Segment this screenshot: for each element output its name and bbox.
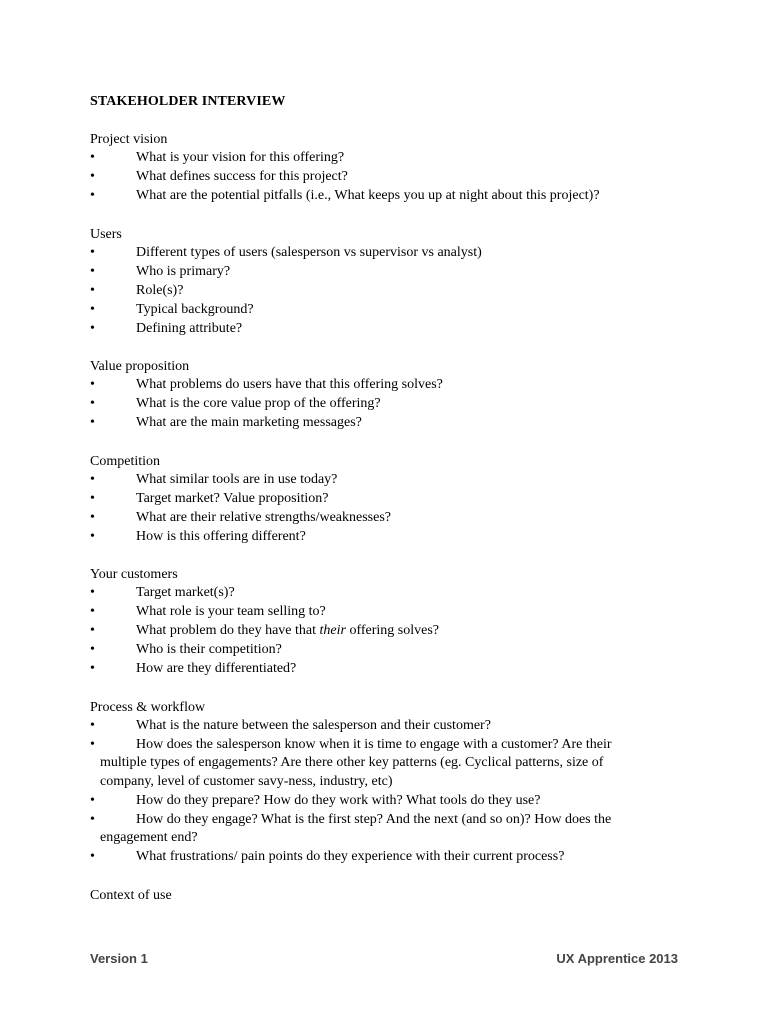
question-list: [90, 149, 650, 206]
bullet-icon: •: [90, 792, 95, 808]
question-item: [90, 811, 650, 848]
question-text: Target market? Value proposition?: [136, 490, 329, 506]
question-item: [90, 149, 650, 168]
sections-container: [90, 130, 650, 905]
question-list: [90, 584, 650, 679]
bullet-icon: •: [90, 849, 95, 864]
question-text: Typical background?: [136, 301, 254, 317]
section-heading: Project vision: [90, 132, 168, 147]
bullet-icon: •: [90, 320, 95, 336]
question-text-part: What problem do they have that: [136, 623, 320, 638]
question-list: [90, 471, 650, 547]
question-text: Who is primary?: [136, 263, 231, 279]
question-text: What is the core value prop of the offering?: [136, 396, 381, 411]
footer-credit: UX Apprentice 2013: [556, 951, 678, 966]
question-text: How does the salesperson know when it is time to engage with a customer? Are their multiple types of engagements? Are there other key patterns (eg. Cyclical patterns, size of company, level of customer savy-ness, industry, etc): [100, 736, 612, 789]
footer-version: Version 1: [90, 951, 148, 966]
question-item: [90, 282, 650, 301]
section-heading: Process & workflow: [90, 699, 206, 715]
bullet-icon: •: [90, 509, 95, 525]
question-text: What frustrations/ pain points do they experience with their current process?: [136, 849, 565, 864]
bullet-icon: •: [90, 188, 95, 203]
section: [90, 130, 650, 206]
document-title: STAKEHOLDER INTERVIEW: [90, 94, 286, 109]
question-item: [90, 320, 650, 339]
question-text: What is your vision for this offering?: [136, 150, 345, 165]
question-item: [90, 244, 650, 263]
question-text: How do they engage? What is the first step? And the next (and so on)? How does the engagement end?: [100, 811, 612, 845]
question-text: How do they prepare? How do they work with? What tools do they use?: [136, 792, 541, 808]
bullet-icon: •: [90, 471, 95, 487]
question-item: [90, 376, 650, 395]
question-list: [90, 717, 650, 867]
question-item: [90, 584, 650, 603]
section: [90, 357, 650, 433]
question-item: [90, 301, 650, 320]
question-list: [90, 376, 650, 433]
bullet-icon: •: [90, 282, 95, 298]
question-item: [90, 792, 650, 811]
question-text: How are they differentiated?: [136, 661, 297, 676]
question-item: [90, 622, 650, 641]
question-item: [90, 395, 650, 414]
bullet-icon: •: [90, 736, 95, 752]
question-text: What are the potential pitfalls (i.e., What keeps you up at night about this project)?: [136, 188, 600, 203]
question-text-emphasis: their: [319, 623, 346, 638]
document-page: [90, 92, 650, 924]
bullet-icon: •: [90, 301, 95, 317]
section: [90, 225, 650, 339]
question-text: What role is your team selling to?: [136, 604, 326, 619]
question-text: Who is their competition?: [136, 642, 282, 657]
section: [90, 452, 650, 547]
section-heading: Competition: [90, 453, 160, 469]
question-item: [90, 603, 650, 622]
question-item: [90, 490, 650, 509]
section-heading: Users: [90, 226, 122, 242]
question-text: What are their relative strengths/weaknesses?: [136, 509, 392, 525]
question-text: What problems do users have that this offering solves?: [136, 377, 443, 392]
section-heading: Value proposition: [90, 359, 190, 374]
question-item: [90, 509, 650, 528]
bullet-icon: •: [90, 150, 95, 165]
question-item: [90, 528, 650, 547]
question-item: [90, 717, 650, 736]
bullet-icon: •: [90, 811, 95, 827]
question-item: [90, 471, 650, 490]
question-item: [90, 414, 650, 433]
question-list: [90, 244, 650, 339]
section: [90, 698, 650, 867]
question-text: Role(s)?: [136, 282, 184, 298]
section-heading: Your customers: [90, 567, 178, 582]
question-item: [90, 660, 650, 679]
section: [90, 886, 650, 905]
question-text: What defines success for this project?: [136, 169, 348, 184]
bullet-icon: •: [90, 642, 95, 657]
bullet-icon: •: [90, 717, 95, 733]
question-text: What are the main marketing messages?: [136, 415, 362, 430]
question-item: [90, 848, 650, 867]
question-item: [90, 263, 650, 282]
section-heading: Context of use: [90, 887, 172, 903]
bullet-icon: •: [90, 263, 95, 279]
question-text-part: offering solves?: [345, 623, 440, 638]
bullet-icon: •: [90, 585, 95, 600]
question-text: What similar tools are in use today?: [136, 471, 338, 487]
bullet-icon: •: [90, 528, 95, 544]
question-item: [90, 168, 650, 187]
section: [90, 565, 650, 679]
bullet-icon: •: [90, 415, 95, 430]
question-text: Target market(s)?: [136, 585, 235, 600]
question-text: [136, 623, 439, 638]
bullet-icon: •: [90, 604, 95, 619]
bullet-icon: •: [90, 377, 95, 392]
bullet-icon: •: [90, 661, 95, 676]
question-text: How is this offering different?: [136, 528, 306, 544]
bullet-icon: •: [90, 623, 95, 638]
bullet-icon: •: [90, 396, 95, 411]
question-item: [90, 187, 650, 206]
question-item: [90, 736, 650, 792]
question-text: Defining attribute?: [136, 320, 243, 336]
question-text: Different types of users (salesperson vs supervisor vs analyst): [136, 244, 482, 260]
bullet-icon: •: [90, 169, 95, 184]
question-item: [90, 641, 650, 660]
bullet-icon: •: [90, 244, 95, 260]
bullet-icon: •: [90, 490, 95, 506]
question-text: What is the nature between the salesperson and their customer?: [136, 717, 491, 733]
